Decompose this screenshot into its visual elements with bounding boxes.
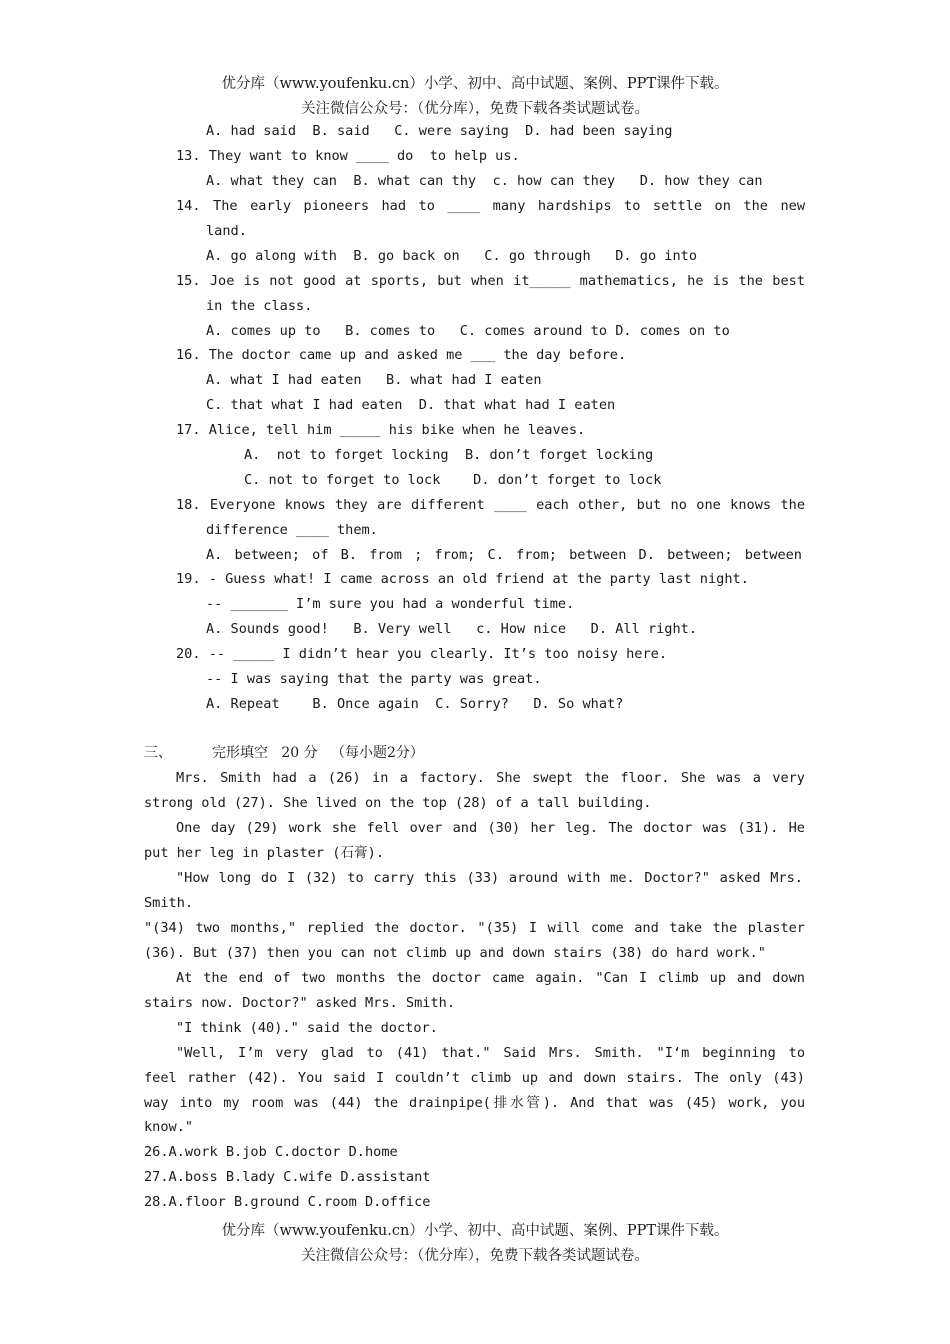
q19-stem: 19. - Guess what! I came across an old friend at the party last night. bbox=[176, 571, 749, 587]
q14-stem-cont: land. bbox=[206, 223, 247, 239]
section-number: 三、 bbox=[144, 745, 172, 761]
q17-stem: 17. Alice, tell him _____ his bike when he leaves. bbox=[176, 422, 586, 438]
passage-line-9: At the end of two months the doctor came again. "Can I climb up and down bbox=[176, 970, 805, 986]
q16-options-2: C. that what I had eaten D. that what had I eaten bbox=[206, 397, 616, 413]
answer-26: 26.A.work B.job C.doctor D.home bbox=[144, 1144, 398, 1160]
q15-options: A. comes up to B. comes to C. comes around to D. comes on to bbox=[206, 323, 730, 339]
passage-line-3: One day (29) work she fell over and (30) her leg. The doctor was (31). He bbox=[176, 820, 805, 836]
q19-options: A. Sounds good! B. Very well c. How nice D. All right. bbox=[206, 621, 698, 637]
passage-line-8: (36). But (37) then you can not climb up and down stairs (38) do hard work." bbox=[144, 945, 766, 961]
passage-line-13: feel rather (42). You said I couldn’t climb up and down stairs. The only (43) bbox=[144, 1070, 805, 1086]
passage-line-1: Mrs. Smith had a (26) in a factory. She swept the floor. She was a very bbox=[176, 770, 805, 786]
header-line-1: 优分库（www.youfenku.cn）小学、初中、高中试题、案例、PPT课件下载。 bbox=[221, 76, 729, 92]
passage-line-6: Smith. bbox=[144, 895, 194, 911]
q13-stem: 13. They want to know ____ do to help us. bbox=[176, 148, 520, 164]
section-title: 完形填空 20 分 （每小题2分） bbox=[212, 745, 424, 761]
q17-options-1: A. not to forget locking B. don’t forget locking bbox=[244, 447, 654, 463]
q14-options: A. go along with B. go back on C. go through D. go into bbox=[206, 248, 698, 264]
q12-options: A. had said B. said C. were saying D. had been saying bbox=[206, 123, 673, 139]
passage-line-2: strong old (27). She lived on the top (28) of a tall building. bbox=[144, 795, 652, 811]
q16-stem: 16. The doctor came up and asked me ___ the day before. bbox=[176, 347, 627, 363]
header-line-2: 关注微信公众号：（优分库），免费下载各类试题试卷。 bbox=[301, 101, 649, 117]
footer-line-1: 优分库（www.youfenku.cn）小学、初中、高中试题、案例、PPT课件下载。 bbox=[221, 1223, 729, 1239]
q19-reply: -- _______ I’m sure you had a wonderful time. bbox=[206, 596, 575, 612]
q15-stem-cont: in the class. bbox=[206, 298, 313, 314]
q13-options: A. what they can B. what can thy c. how can they D. how they can bbox=[206, 173, 763, 189]
q20-options: A. Repeat B. Once again C. Sorry? D. So what? bbox=[206, 696, 624, 712]
q16-options-1: A. what I had eaten B. what had I eaten bbox=[206, 372, 542, 388]
passage-line-14: way into my room was (44) the drainpipe(排水管). And that was (45) work, you bbox=[144, 1095, 805, 1111]
q20-stem: 20. -- _____ I didn’t hear you clearly. It’s too noisy here. bbox=[176, 646, 668, 662]
q20-reply: -- I was saying that the party was great. bbox=[206, 671, 542, 687]
passage-line-7: "(34) two months," replied the doctor. "(35) I will come and take the plaster bbox=[144, 920, 805, 936]
q14-stem: 14. The early pioneers had to ____ many hardships to settle on the new bbox=[176, 198, 805, 214]
passage-line-15: know." bbox=[144, 1119, 194, 1135]
q15-stem: 15. Joe is not good at sports, but when it_____ mathematics, he is the best bbox=[176, 273, 805, 289]
passage-line-4: put her leg in plaster (石膏). bbox=[144, 845, 384, 861]
answer-28: 28.A.floor B.ground C.room D.office bbox=[144, 1194, 431, 1210]
passage-line-12: "Well, I’m very glad to (41) that." Said Mrs. Smith. "I‘m beginning to bbox=[176, 1045, 805, 1061]
q18-stem-cont: difference ____ them. bbox=[206, 522, 378, 538]
footer-line-2: 关注微信公众号：（优分库），免费下载各类试题试卷。 bbox=[301, 1248, 649, 1264]
q18-stem: 18. Everyone knows they are different ____ each other, but no one knows the bbox=[176, 497, 805, 513]
passage-line-10: stairs now. Doctor?" asked Mrs. Smith. bbox=[144, 995, 455, 1011]
q18-options: A. between; of B. from ; from; C. from; between D. between; between bbox=[206, 547, 802, 563]
passage-line-11: "I think (40)." said the doctor. bbox=[176, 1020, 438, 1036]
q17-options-2: C. not to forget to lock D. don’t forget to lock bbox=[244, 472, 662, 488]
passage-line-5: "How long do I (32) to carry this (33) around with me. Doctor?" asked Mrs. bbox=[176, 870, 803, 886]
answer-27: 27.A.boss B.lady C.wife D.assistant bbox=[144, 1169, 431, 1185]
